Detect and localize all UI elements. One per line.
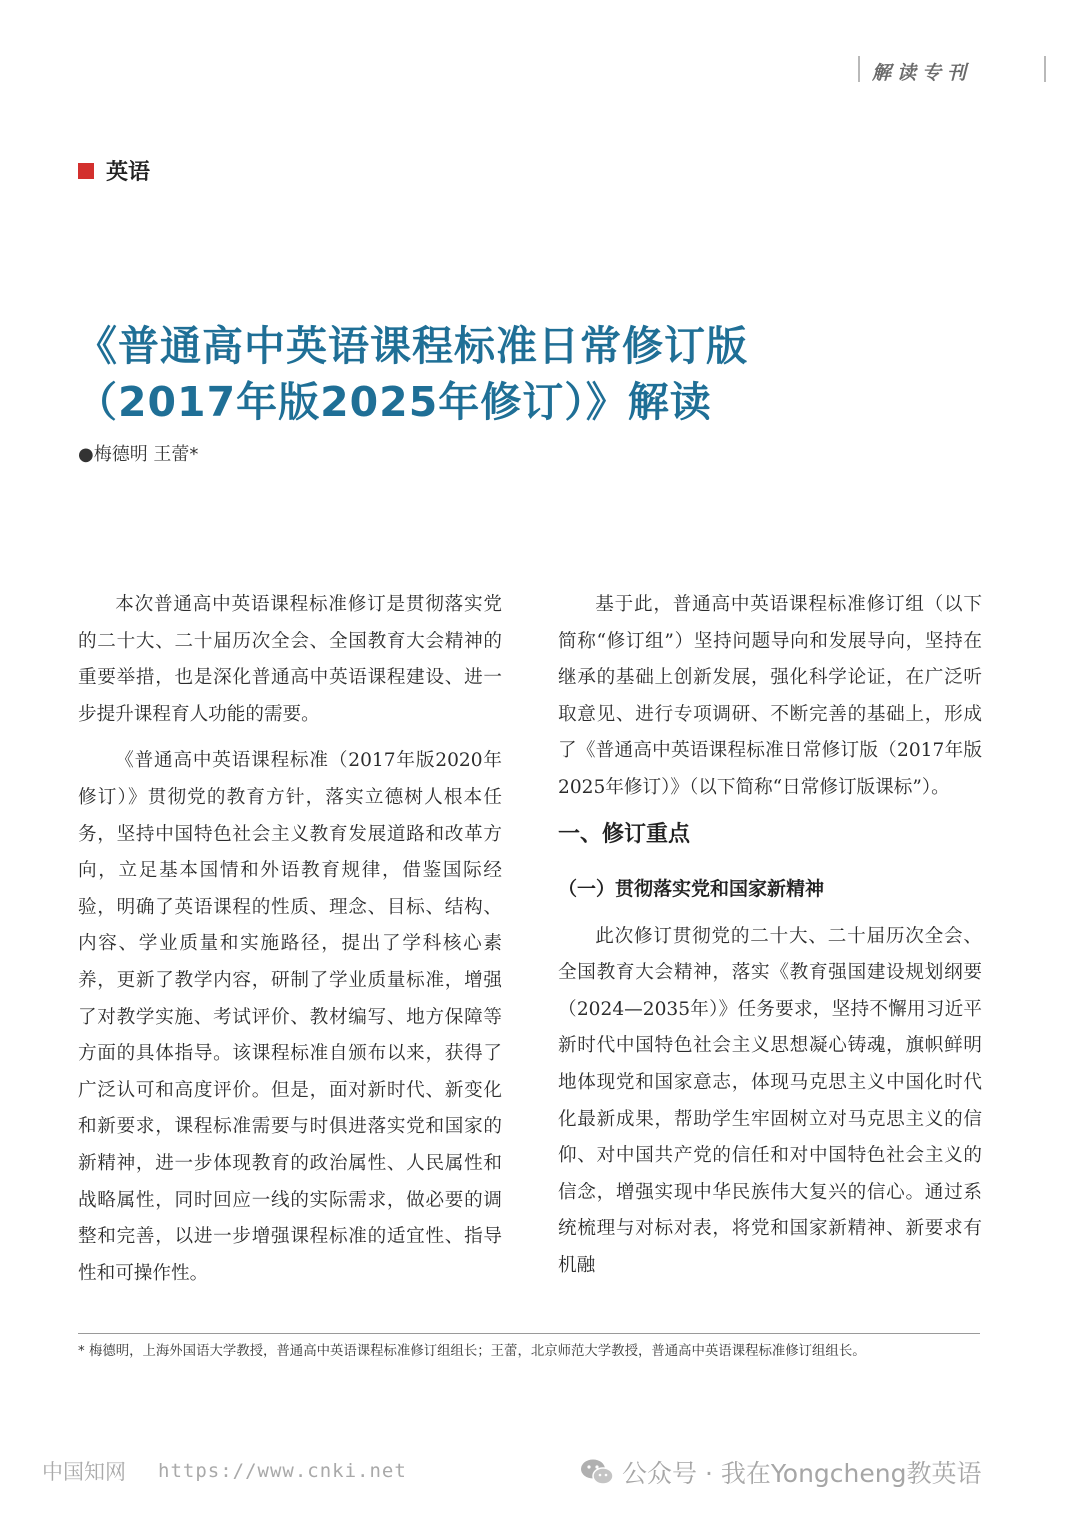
- article-title-line-2: （2017年版2025年修订）》解读: [76, 378, 712, 426]
- header-divider-left: [858, 56, 860, 82]
- subsection-heading-1: （一）贯彻落实党和国家新精神: [558, 877, 825, 900]
- left-paragraph-2: 《普通高中英语课程标准（2017年版2020年修订）》贯彻党的教育方针，落实立德树人根本任务，坚持中国特色社会主义教育发展道路和改革方向，立足基本国情和外语教育规律，借鉴国际经验，明确了英语课程的性质、理念、目标、结构、内容、学业质量和实施路径，提出了学科核心素养，更新了教学内容，研制了学业质量标准，增强了对教学实施、考试评价、教材编写、地方保障等方面的具体指导。该课程标准自颁布以来，获得了广泛认可和高度评价。但是，面对新时代、新变化和新要求，课程标准需要与时俱进落实党和国家的新精神，进一步体现教育的政治属性、人民属性和战略属性，同时回应一线的实际需求，做必要的调整和完善，以进一步增强课程标准的适宜性、指导性和可操作性。: [78, 750, 502, 1284]
- section-tag: [78, 155, 150, 186]
- left-paragraph-1: 本次普通高中英语课程标准修订是贯彻落实党的二十大、二十届历次全会、全国教育大会精神的重要举措，也是深化普通高中英语课程建设、进一步提升课程育人功能的需要。: [78, 594, 502, 725]
- article-authors: ●梅德明 王蕾*: [78, 444, 199, 465]
- right-intro-paragraph: 基于此，普通高中英语课程标准修订组（以下简称“修订组”）坚持问题导向和发展导向，坚持在继承的基础上创新发展，强化科学论证，在广泛听取意见、进行专项调研、不断完善的基础上，形成了《普通高中英语课程标准日常修订版（2017年版2025年修订）》（以下简称“日常修订版课标”）。: [558, 594, 982, 798]
- article-title-line-1: 《普通高中英语课程标准日常修订版: [76, 322, 748, 370]
- footnote-divider: [78, 1333, 980, 1334]
- wechat-icon: [580, 1458, 614, 1486]
- journal-section-label: 解读专刊: [872, 62, 973, 84]
- article-title: [76, 318, 976, 430]
- section-heading-1: 一、修订重点: [558, 821, 691, 847]
- section-label: 英语: [106, 160, 151, 185]
- cnki-watermark: [42, 1456, 407, 1486]
- section-marker-square: [78, 163, 94, 179]
- left-column: [78, 587, 502, 1302]
- author-footnote: * 梅德明，上海外国语大学教授，普通高中英语课程标准修订组组长；王蕾，北京师范大学教授，普通高中英语课程标准修订组组长。: [78, 1344, 866, 1359]
- right-column: [558, 587, 982, 1295]
- header-divider-right: [1044, 56, 1046, 82]
- wechat-account-text: 公众号 · 我在Yongcheng教英语: [622, 1459, 982, 1488]
- cnki-url: https://www.cnki.net: [158, 1460, 407, 1482]
- cnki-name: 中国知网: [42, 1460, 126, 1484]
- wechat-watermark: [580, 1454, 982, 1490]
- right-body-paragraph: 此次修订贯彻党的二十大、二十届历次全会、全国教育大会精神，落实《教育强国建设规划纲要（2024—2035年）》任务要求，坚持不懈用习近平新时代中国特色社会主义思想凝心铸魂，旗帜鲜明地体现党和国家意志，体现马克思主义中国化时代化最新成果，帮助学生牢固树立对马克思主义的信仰、对中国共产党的信任和对中国特色社会主义的信念，增强实现中华民族伟大复兴的信心。通过系统梳理与对标对表，将党和国家新精神、新要求有机融: [558, 925, 982, 1276]
